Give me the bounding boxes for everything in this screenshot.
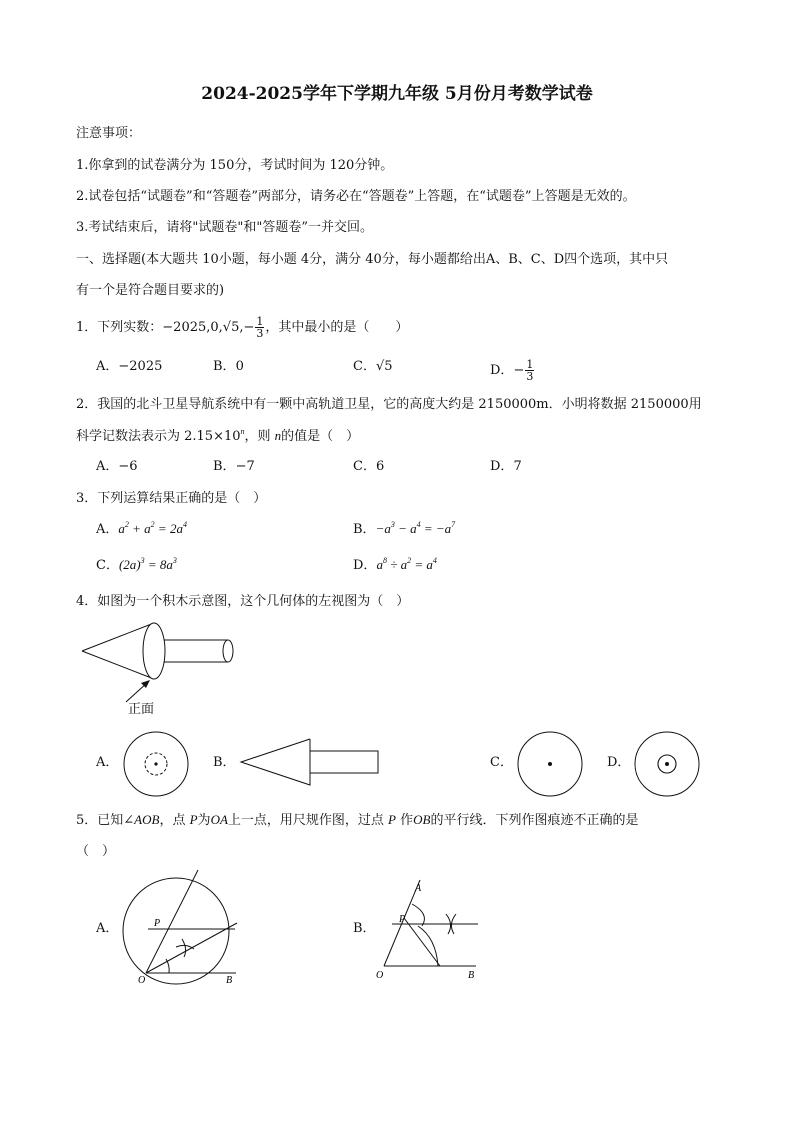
q4-option-b-figure xyxy=(238,736,383,788)
q2-option-d xyxy=(490,459,522,475)
q1-option-d-sign: − xyxy=(513,363,525,378)
q1-option-a-letter: A． xyxy=(96,359,119,374)
q5-option-a-letter: A． xyxy=(96,921,119,936)
q4-option-b-letter: B． xyxy=(213,755,236,770)
q2-option-d-text: 7 xyxy=(513,459,522,474)
q4-a-center-dot xyxy=(154,762,157,765)
q5-text-a: 5．已知∠ xyxy=(76,813,135,828)
q2-var-n: n xyxy=(274,428,282,443)
q1-values: −2025,0, xyxy=(162,320,223,335)
section-heading-line1: 一、选择题(本大题共 10小题，每小题 4分，满分 40分，每小题都给出A、B、C、D四个选项，其中只 xyxy=(76,252,669,267)
q3-option-d-formula: $a^8 \div a^2 = a^4$ xyxy=(376,556,437,572)
q3-option-b-formula: $-a^3 - a^4 = -a^7$ xyxy=(375,520,456,536)
q3-option-d xyxy=(353,557,437,574)
q2-line2-a: 科学记数法表示为 2.15×10 xyxy=(76,429,241,444)
q4-option-d-figure xyxy=(632,729,702,799)
q1-option-a xyxy=(96,359,162,375)
notice-item-1: 1.你拿到的试卷满分为 150分，考试时间为 120分钟。 xyxy=(76,158,394,173)
q2-option-a-text: −6 xyxy=(118,459,138,474)
q2-option-a-letter: A． xyxy=(96,459,119,474)
q4-d-center-dot xyxy=(665,762,669,766)
q4-block-figure xyxy=(78,618,248,718)
q5-a-label-b: B xyxy=(226,975,233,986)
question-5-line2: （ ） xyxy=(76,844,116,859)
q2-line2-c: 的值是（ ） xyxy=(281,429,360,444)
q4-b-cone-outline xyxy=(241,739,310,785)
notice-item-3: 3.考试结束后，请将"试题卷"和"答题卷”一并交回。 xyxy=(76,220,373,235)
q1-option-d-fraction xyxy=(525,359,534,382)
q2-option-c xyxy=(353,459,384,475)
q5-a-bisector xyxy=(146,923,237,973)
q1-prefix: 1．下列实数： xyxy=(76,320,163,335)
q1-neg-sign: ,− xyxy=(239,320,255,335)
q2-line2-b: ，则 xyxy=(244,429,275,444)
q5-ray-oa: OA xyxy=(210,812,228,827)
q2-option-c-text: 6 xyxy=(375,459,385,474)
q1-option-b-text: 0 xyxy=(235,359,244,374)
q5-text-f: 的平行线．下列作图痕迹不正确的是 xyxy=(430,813,639,828)
q1-option-b-letter: B． xyxy=(213,359,236,374)
q2-option-b-letter: B． xyxy=(213,459,236,474)
q4-cylinder-end xyxy=(223,640,233,662)
q4-option-a-figure xyxy=(121,729,191,799)
q2-option-c-letter: C． xyxy=(353,459,376,474)
q3-option-c-formula: $(2a)^3 = 8a^3$ xyxy=(118,556,177,572)
q4-front-label: 正面 xyxy=(128,702,155,717)
q4-option-d-letter: D． xyxy=(607,755,631,770)
q5-b-label-b: B xyxy=(468,970,475,981)
q2-option-b xyxy=(213,459,255,475)
section-heading-line2: 有一个是符合题目要求的) xyxy=(76,283,225,298)
q2-option-d-letter: D． xyxy=(490,459,514,474)
q3-option-b-letter: B． xyxy=(353,522,376,537)
q3-option-b xyxy=(353,521,455,538)
q1-option-d xyxy=(490,359,535,382)
q1-option-c xyxy=(353,359,393,375)
q5-b-label-o: O xyxy=(376,970,384,981)
question-5-line1 xyxy=(76,812,639,829)
q1-option-c-letter: C． xyxy=(353,359,376,374)
q5-option-b-letter: B． xyxy=(353,921,376,936)
q1-frac-num: 1 xyxy=(256,315,264,328)
q1-option-b xyxy=(213,359,244,375)
q5-point-p: P xyxy=(189,812,198,827)
q1-suffix: ，其中最小的是（ ） xyxy=(265,320,409,335)
q3-option-a-formula: $a^2 + a^2 = 2a^4$ xyxy=(118,520,187,536)
q4-option-a-letter: A． xyxy=(96,755,119,770)
q1-option-a-text: −2025 xyxy=(118,359,163,374)
q2-exponent: n xyxy=(240,427,245,436)
notice-header: 注意事项： xyxy=(76,126,142,141)
q1-option-c-text: √5 xyxy=(375,359,393,374)
q5-point-p2: P xyxy=(388,812,396,827)
q5-a-label-o: O xyxy=(138,975,146,986)
q1-option-d-num: 1 xyxy=(526,358,534,371)
q5-text-d: 上一点，用尺规作图，过点 xyxy=(227,813,389,828)
q5-b-label-a: A xyxy=(415,883,422,894)
q1-fraction xyxy=(255,316,264,339)
q1-option-d-den: 3 xyxy=(526,370,534,383)
q4-option-c-letter: C． xyxy=(490,755,513,770)
q2-option-a xyxy=(96,459,138,475)
page-title: 2024-2025学年下学期九年级 5月份月考数学试卷 xyxy=(201,84,593,104)
q5-ray-ob: OB xyxy=(413,812,431,827)
q5-text-e: 作 xyxy=(396,813,414,828)
question-2-line2 xyxy=(76,428,359,445)
q4-option-c-figure xyxy=(515,729,585,799)
q3-option-a xyxy=(96,521,187,538)
q5-a-label-p: P xyxy=(154,918,161,929)
q5-option-b-figure xyxy=(372,872,487,982)
q4-c-center-dot xyxy=(548,762,552,766)
q3-option-c xyxy=(96,557,177,574)
q3-option-a-letter: A． xyxy=(96,522,119,537)
notice-item-2: 2.试卷包括“试题卷”和“答题卷”两部分，请务必在“答题卷”上答题，在“试题卷”上答题是无效的。 xyxy=(76,189,636,204)
q3-option-c-letter: C． xyxy=(96,558,119,573)
q5-a-arc-mark2 xyxy=(182,939,186,957)
question-2-line1: 2．我国的北斗卫星导航系统中有一颗中高轨道卫星，它的高度大约是 2150000m．小明将数据 2150000用 xyxy=(76,397,702,412)
q4-cone-base xyxy=(143,623,165,679)
q5-a-big-circle xyxy=(123,878,229,984)
question-1-stem xyxy=(76,316,408,339)
q1-option-d-letter: D． xyxy=(490,363,514,378)
q5-b-label-p: P xyxy=(399,914,406,925)
q5-angle-aob: AOB xyxy=(134,812,160,827)
q5-text-b: ，点 xyxy=(159,813,190,828)
q1-sqrt: √5 xyxy=(222,320,240,335)
q5-option-a-figure xyxy=(110,865,260,990)
q1-frac-den: 3 xyxy=(256,327,264,340)
question-4-stem: 4．如图为一个积木示意图，这个几何体的左视图为（ ） xyxy=(76,594,410,609)
q4-b-cylinder-outline xyxy=(310,751,378,773)
q5-text-c: 为 xyxy=(197,813,211,828)
q5-b-arc-p xyxy=(412,904,424,926)
q3-option-d-letter: D． xyxy=(353,558,377,573)
question-3-stem: 3．下列运算结果正确的是（ ） xyxy=(76,491,267,506)
q2-option-b-text: −7 xyxy=(235,459,255,474)
